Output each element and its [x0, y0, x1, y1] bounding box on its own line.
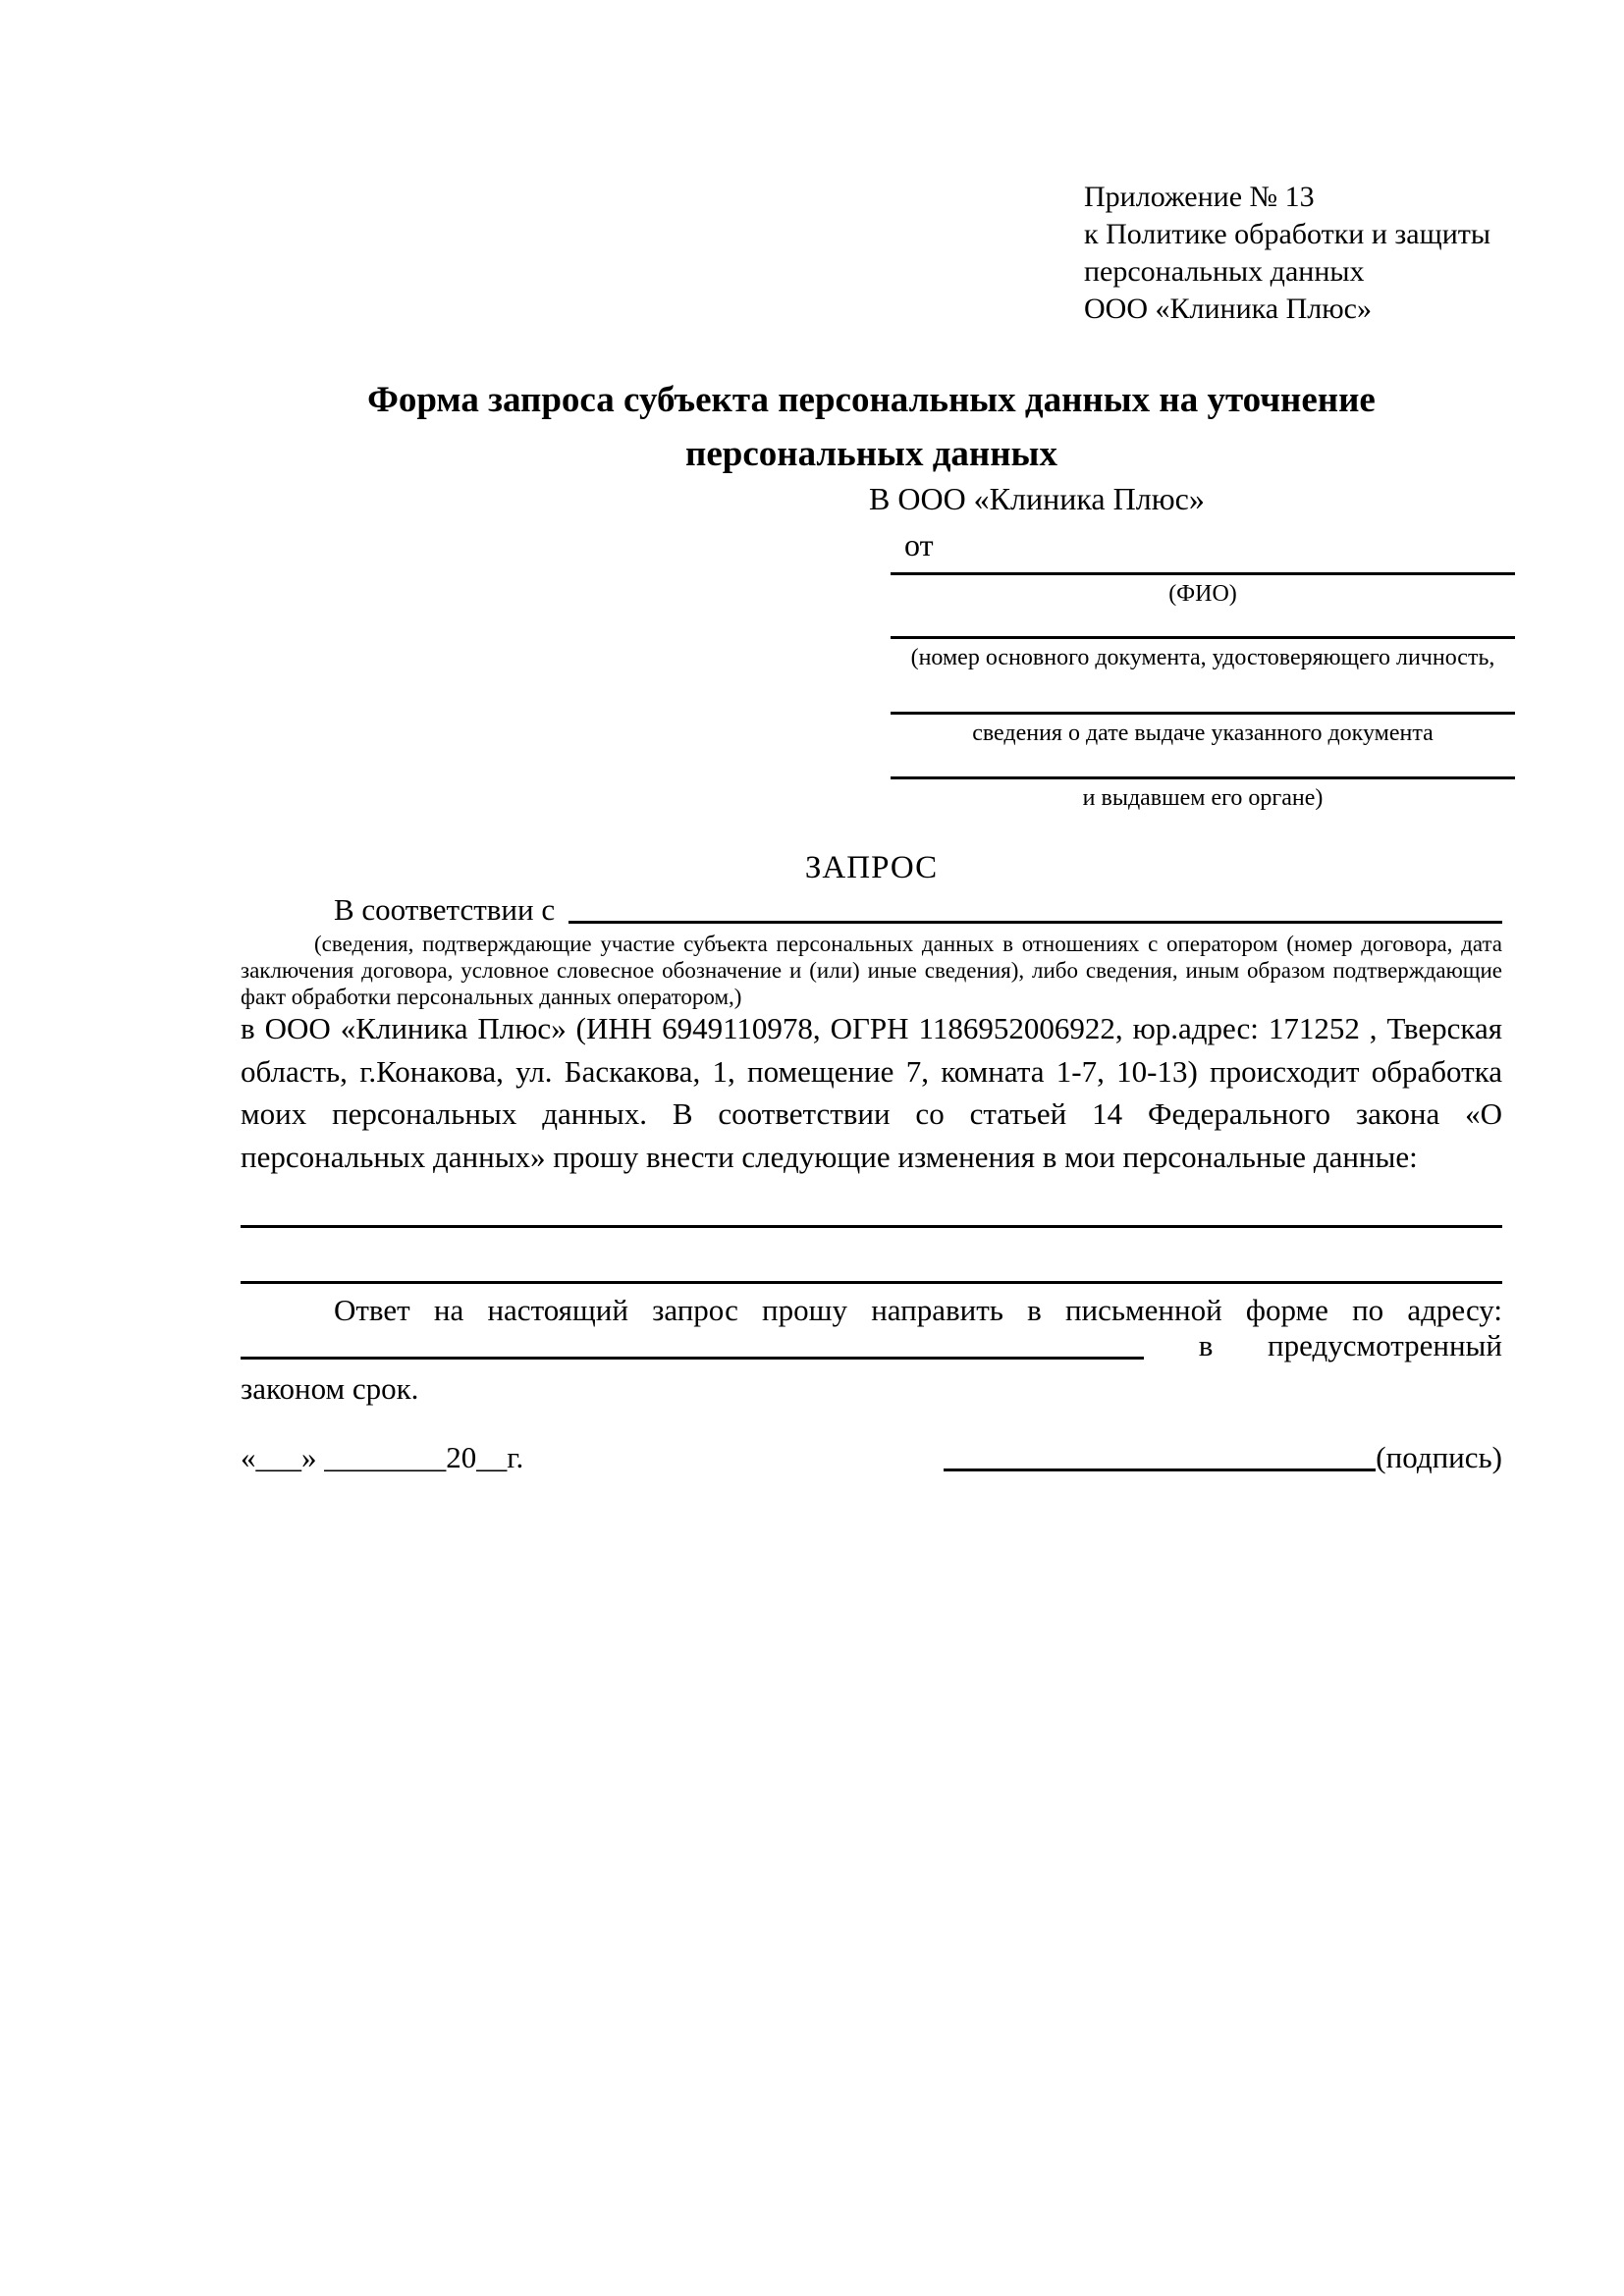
answer-word-2: предусмотренный	[1268, 1328, 1502, 1362]
address-underline	[241, 1357, 1144, 1360]
body-paragraph: в ООО «Клиника Плюс» (ИНН 6949110978, ОГРН 1186952006922, юр.адрес: 171252 , Тверская область, г.Конакова, ул. Баскакова, 1, помещение 7, комната 1-7, 10-13) происходит обработка моих персональных данных. В соответствии со статьей 14 Федерального закона «О персональных данных» прошу внести следующие изменения в мои персональные данные:	[241, 1011, 1502, 1174]
fine-print: (сведения, подтверждающие участие субъекта персональных данных в отношениях с оператором (номер договора, дата заключения договора, условное словесное обозначение и (или) иные сведения), либо сведения, иным образом подтверждающие факт обработки персональных данных оператором,)	[241, 932, 1502, 1009]
details-underline	[568, 891, 1502, 924]
changes-underline-2	[241, 1281, 1502, 1284]
addressee-from-label: от	[904, 527, 934, 562]
page-title	[241, 373, 1502, 481]
addressee-block	[869, 479, 1205, 564]
issuing-authority-field	[891, 776, 1515, 812]
answer-line-1: Ответ на настоящий запрос прошу направить в письменной форме по адресу:	[334, 1293, 1502, 1327]
signature-block	[944, 1439, 1502, 1476]
appendix-note	[1084, 179, 1490, 328]
answer-line-3: законом срок.	[241, 1371, 419, 1406]
fio-field	[891, 572, 1515, 608]
appendix-note-line: Приложение № 13	[1084, 181, 1315, 213]
appendix-note-line: персональных данных	[1084, 255, 1365, 288]
answer-line-2	[241, 1327, 1502, 1364]
appendix-note-line: ООО «Клиника Плюс»	[1084, 293, 1372, 325]
footer-row	[241, 1439, 1502, 1476]
appendix-note-line: к Политике обработки и защиты	[1084, 218, 1491, 250]
answer-word-1: в	[1198, 1328, 1214, 1362]
date-blank: «___» ________20__г.	[241, 1440, 524, 1474]
issuing-authority-caption: и выдавшем его органе)	[1082, 785, 1324, 811]
document-number-caption: (номер основного документа, удостоверяющего личность,	[910, 645, 1495, 670]
page-title-line-2: персональных данных	[685, 434, 1057, 474]
signature-underline	[944, 1468, 1376, 1471]
fio-caption: (ФИО)	[1168, 581, 1237, 607]
document-number-field	[891, 636, 1515, 671]
signature-caption: (подпись)	[1376, 1440, 1502, 1474]
request-heading: ЗАПРОС	[804, 850, 939, 885]
issue-date-caption: сведения о дате выдаче указанного документа	[972, 721, 1434, 746]
changes-underline-1	[241, 1225, 1502, 1228]
issue-date-field	[891, 712, 1515, 747]
intro-text: В соответствии с	[334, 892, 556, 927]
addressee-to: В ООО «Клиника Плюс»	[869, 481, 1205, 516]
intro-row	[241, 891, 1502, 929]
page-title-line-1: Форма запроса субъекта персональных данных на уточнение	[367, 380, 1376, 420]
